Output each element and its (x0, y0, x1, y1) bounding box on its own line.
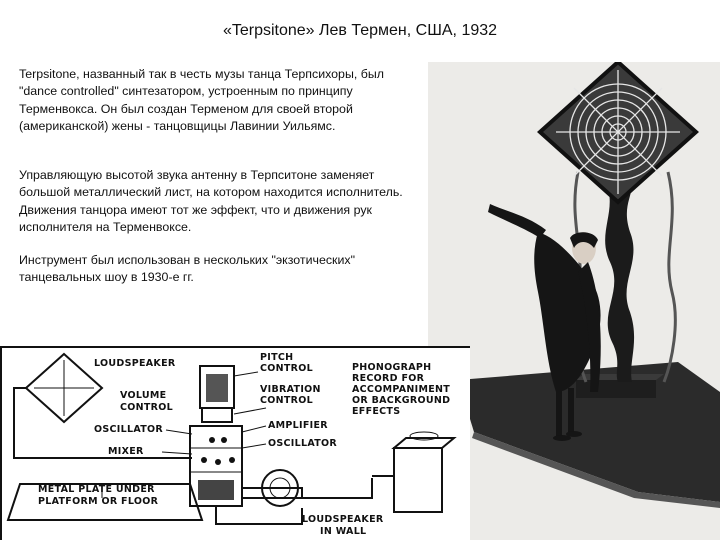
label-wall-loudspeaker-1: LOUDSPEAKER (302, 514, 384, 525)
label-phonograph-3: ACCOMPANIMENT (352, 384, 451, 395)
page-title: «Terpsitone» Лев Термен, США, 1932 (222, 22, 498, 39)
label-metal-plate-2: PLATFORM OR FLOOR (38, 496, 159, 507)
label-phonograph-2: RECORD FOR (352, 373, 425, 384)
terpsitone-photo (428, 62, 720, 540)
paragraph-antenna: Управляющую высотой звука антенну в Терпситоне заменяет большой металлический лист, на котором находится исполнитель. Движения танцора имеют тот же эффект, что и движения рук исполнителя на Терменвоксе. (19, 168, 403, 234)
label-pitch: PITCH (260, 352, 294, 363)
label-phonograph-5: EFFECTS (352, 406, 401, 417)
label-loudspeaker: LOUDSPEAKER (94, 358, 176, 369)
phonograph-box (394, 448, 442, 512)
dancer-terpsitone-photo-icon (428, 62, 720, 540)
label-vibration: VIBRATION (260, 384, 321, 395)
label-metal-plate-1: METAL PLATE UNDER (38, 484, 155, 495)
label-volume: VOLUME (120, 390, 167, 401)
terpsitone-schematic (0, 346, 470, 540)
label-oscillator-right: OSCILLATOR (268, 438, 338, 449)
label-phonograph-4: OR BACKGROUND (352, 395, 451, 406)
paragraph-usage: Инструмент был использован в нескольких "экзотических" танцевальных шоу в 1930-е гг. (19, 253, 355, 285)
label-mixer: MIXER (108, 446, 144, 457)
label-amplifier: AMPLIFIER (268, 420, 328, 431)
label-vibration-control: CONTROL (260, 395, 314, 406)
label-pitch-control: CONTROL (260, 363, 314, 374)
label-volume-control: CONTROL (120, 402, 174, 413)
label-wall-loudspeaker-2: IN WALL (320, 526, 367, 537)
paragraph-description: Terpsitone, названный так в честь музы танца Терпсихоры, был "dance controlled" синтезатором, устроенным по принципу Терменвокса. Он был создан Терменом для своей второй (американской) жены - танцовщицы Лавинии Уильямс. (19, 67, 384, 133)
label-phonograph-1: PHONOGRAPH (352, 362, 432, 373)
label-oscillator-left: OSCILLATOR (94, 424, 164, 435)
